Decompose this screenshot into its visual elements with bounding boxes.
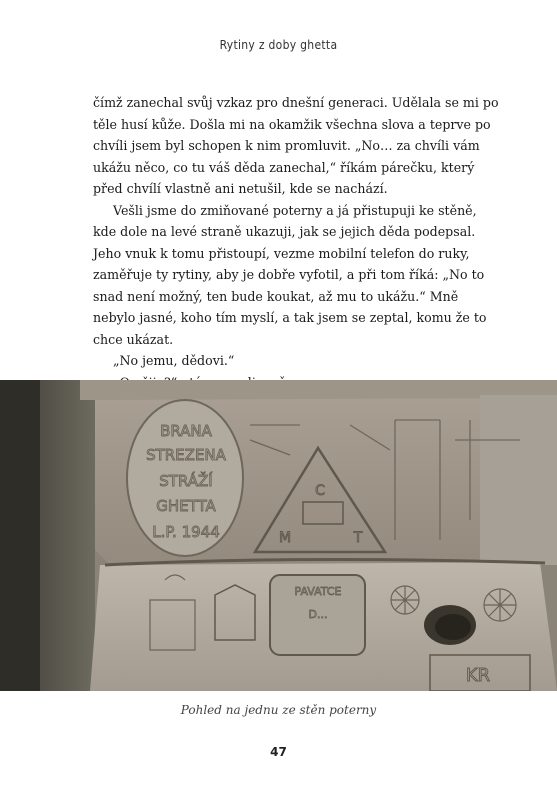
engraving-text: STREZENA [146, 446, 226, 464]
engraving-text: STRÁŽÍ [159, 472, 213, 490]
engraving-text: C [315, 483, 325, 499]
engraving-text: T [353, 530, 363, 546]
engraving-text: D... [308, 608, 328, 621]
engraving-text: KR [465, 665, 491, 686]
running-header: Rytiny z doby ghetta [219, 38, 338, 52]
engraving-text: PAVATCE [294, 585, 342, 598]
paragraph: Vešli jsme do zmiňované poterny a já přistupuji ke stěně, kde dole na levé straně ukazuji, jak se jejich děda podepsal. Jeho vnuk k tomu přistoupí, vezme mobilní telefon do ruky, zaměřuje ty rytiny, aby je dobře vyfotil, a při tom říká: „No to snad není možný, ten bude koukat, až mu to ukážu.“ Mně nebylo jasné, koho tím myslí, a tak jsem se zeptal, komu že to chce ukázat. [93, 202, 487, 347]
body-text [93, 92, 503, 393]
dialogue-line: „No jemu, dědovi.“ [113, 353, 235, 368]
engraving-text: L.P. 1944 [152, 523, 220, 541]
photo-caption: Pohled na jednu ze stěn poterny [180, 703, 377, 717]
page-number: 47 [270, 745, 287, 759]
engraving-text: M [278, 530, 292, 546]
engraving-text: GHETTA [156, 497, 216, 515]
engraving-text: BRANA [160, 422, 212, 440]
engraved-wall-photo [0, 380, 557, 691]
paragraph: čímž zanechal svůj vzkaz pro dnešní generaci. Udělala se mi po těle husí kůže. Došla mi na okamžik všechna slova a teprve po chvíli jsem byl schopen k nim promluvit. „No… za chvíli vám ukážu něco, co tu váš děda zanechal,“ říkám párečku, který před chvílí vlastně ani netušil, kde se nachází. [93, 95, 499, 196]
